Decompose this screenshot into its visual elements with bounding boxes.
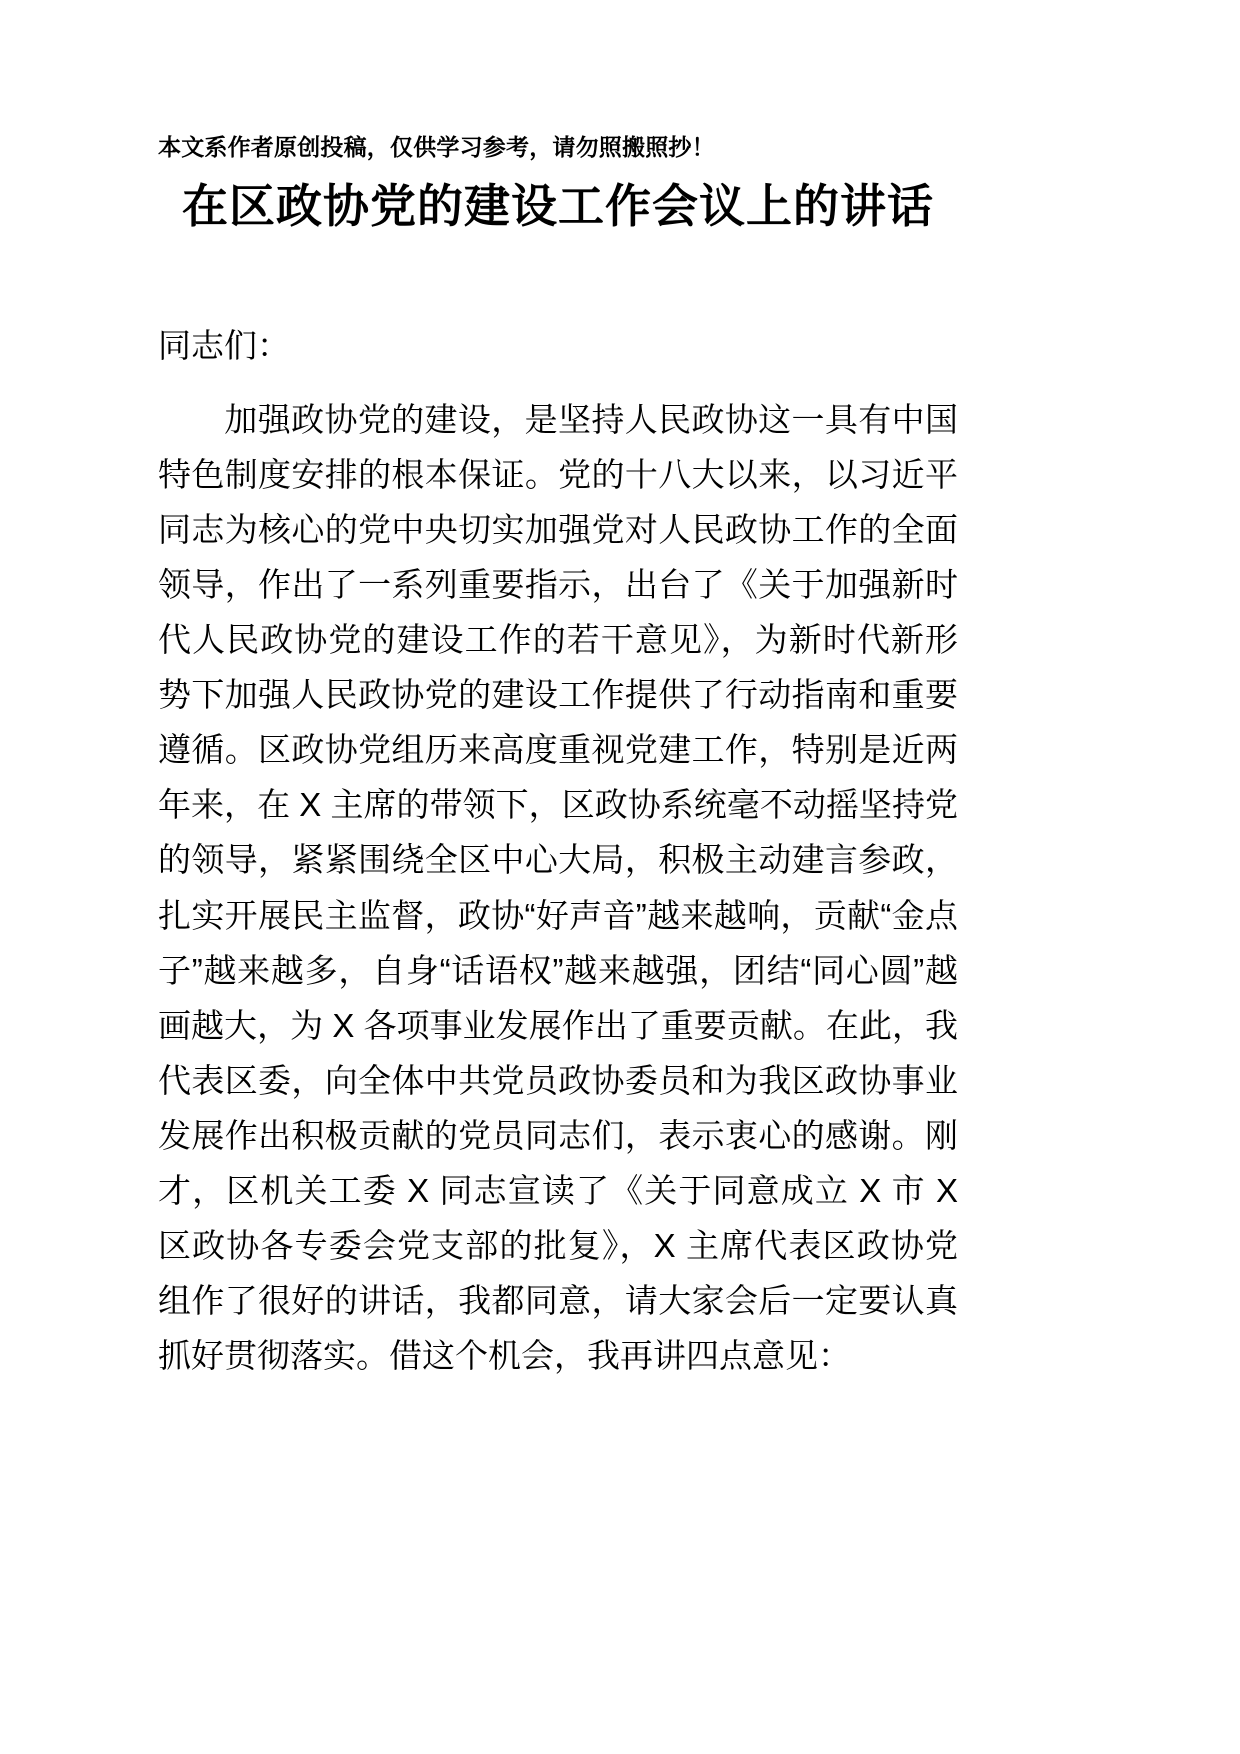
salutation: 同志们： (158, 326, 290, 364)
page-title: 在区政协党的建设工作会议上的讲话 (182, 179, 934, 232)
paragraph-text: 加强政协党的建设，是坚持人民政协这一具有中国特色制度安排的根本保证。党的十八大以来，以习近平同志为核心的党中央切实加强党对人民政协工作的全面领导，作出了一系列重要指示，出台了《关于加强新时代人民政协党的建设工作的若干意见》，为新时代新形势下加强人民政协党的建设工作提供了行动指南和重要遵循。区政协党组历来高度重视党建工作，特别是近两年来，在 X 主席的带领下，区政协系统毫不动摇坚持党的领导，紧紧围绕全区中心大局，积极主动建言参政，扎实开展民主监督，政协“好声音”越来越响，贡献“金点子”越来越多，自身“话语权”越来越强，团结“同心圆”越画越大，为 X 各项事业发展作出了重要贡献。在此，我代表区委，向全体中共党员政协委员和为我区政协事业发展作出积极贡献的党员同志们，表示衷心的感谢。刚才，区机关工委 X 同志宣读了《关于同意成立 X 市 X 区政协各专委会党支部的批复》，X 主席代表区政协党组作了很好的讲话，我都同意，请大家会后一定要认真抓好贯彻落实。借这个机会，我再讲四点意见： (158, 400, 958, 1375)
document-content (158, 130, 958, 1384)
header-note: 本文系作者原创投稿，仅供学习参考，请勿照搬照抄！ (158, 134, 715, 160)
body-paragraph-1 (158, 392, 958, 1384)
